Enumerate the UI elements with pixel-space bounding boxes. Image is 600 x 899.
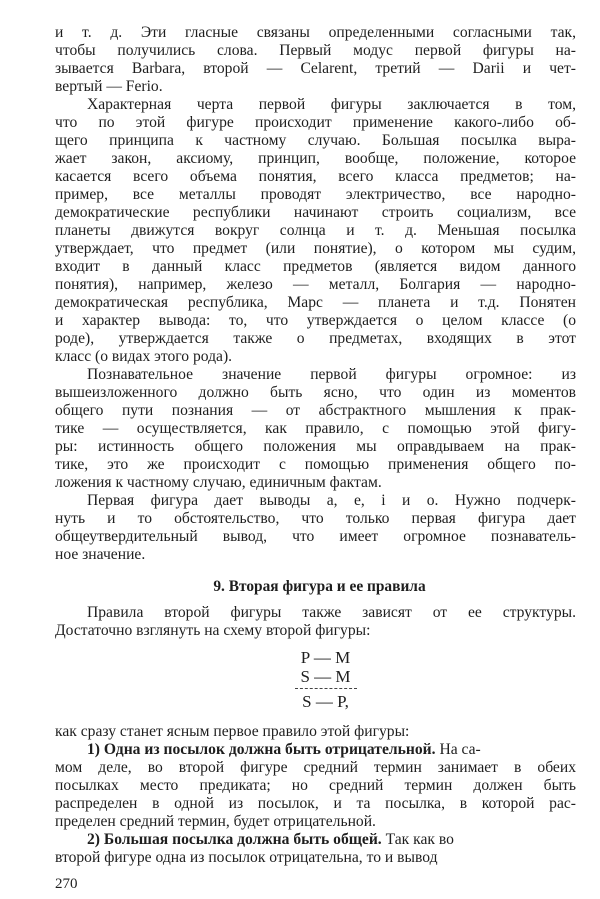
text-line: вышеизложенного должно быть ясно, что один из моментов (55, 384, 576, 401)
text-line: жает закон, аксиому, принцип, вообще, положение, которое (55, 150, 576, 167)
text-line: пределен средний термин, будет отрицательной. (55, 813, 376, 830)
paragraph (55, 366, 576, 492)
text-line: как сразу станет ясным первое правило этой фигуры: (55, 723, 410, 740)
text-line: тике — осуществляется, как правило, с помощью этой фигу- (55, 420, 576, 437)
rule-continuation: На са- (435, 741, 481, 758)
formula-conclusion: S — P, (302, 692, 349, 711)
paragraph (55, 741, 576, 831)
text-line: Первая фигура дает выводы а, е, i и о. Нужно подчерк- (87, 492, 576, 509)
text-line: чтобы получились слова. Первый модус первой фигуры на- (55, 42, 576, 59)
text-line: ное значение. (55, 546, 146, 563)
text-line: что по этой фигуре происходит применение какого-либо об- (55, 114, 576, 131)
section-heading: 9. Вторая фигура и ее правила (213, 578, 426, 595)
text-line (55, 741, 576, 759)
text-line: тике, это же происходит с помощью применения общего по- (55, 456, 576, 473)
paragraph (55, 604, 576, 640)
text-line: посылках место предиката; но средний термин должен быть (55, 777, 576, 794)
text-line: второй фигуре одна из посылок отрицательна, то и вывод (55, 849, 438, 866)
paragraph (55, 831, 576, 867)
text-line: общего пути познания — от абстрактного мышления к прак- (55, 402, 576, 419)
text-line: ложения к частному случаю, единичным фактам. (55, 474, 382, 491)
text-line: щего принципа к частному случаю. Большая посылка выра- (55, 132, 576, 149)
text-line: вертый — Ferio. (55, 78, 163, 95)
text-line: общеутвердительный вывод, что имеет огромное познаватель- (55, 528, 576, 545)
text-line: Характерная черта первой фигуры заключается в том, (87, 96, 576, 113)
text-line: Познавательное значение первой фигуры огромное: из (87, 366, 576, 383)
text-line: демократические республики начинают строить социализм, все (55, 204, 576, 221)
text-line: пример, все металлы проводят электричество, все народно- (55, 186, 576, 203)
text-line: понятия), например, железо — металл, Болгария — народно- (55, 276, 576, 293)
text-line: Достаточно взглянуть на схему второй фигуры: (55, 622, 371, 639)
paragraph (55, 96, 576, 366)
text-line: входит в данный класс предметов (является видом данного (55, 258, 576, 275)
text-line: нуть и то обстоятельство, что только первая фигура дает (55, 510, 576, 527)
text-line (55, 831, 576, 849)
rule-statement: 1) Одна из посылок должна быть отрицательной. (87, 741, 436, 758)
page-number: 270 (55, 876, 78, 892)
text-line: распределен в одной из посылок, и та посылка, в которой рас- (55, 795, 576, 812)
syllogism-formula (55, 648, 576, 711)
text-line: демократическая республика, Марс — планета и т.д. Понятен (55, 294, 576, 311)
text-line: класс (о видах этого рода). (55, 348, 233, 365)
rule-statement: 2) Большая посылка должна быть общей. (87, 831, 382, 848)
formula-divider (295, 688, 357, 689)
text-line: и т. д. Эти гласные связаны определенными согласными так, (55, 24, 576, 41)
text-line: Правила второй фигуры также зависят от ее структуры. (87, 604, 576, 621)
text-line: роде), утверждается также о предметах, входящих в этот (55, 330, 576, 347)
paragraph (55, 492, 576, 564)
text-line: ры: истинность общего положения мы оправдываем на прак- (55, 438, 576, 455)
paragraph (55, 723, 576, 741)
formula-premise: S — M (300, 667, 351, 686)
text-line: мом деле, во второй фигуре средний термин занимает в обеих (55, 759, 576, 776)
text-line: планеты движутся вокруг солнца и т. д. Меньшая посылка (55, 222, 576, 239)
text-line: зывается Barbara, второй — Celarent, третий — Darii и чет- (55, 60, 576, 77)
paragraph (55, 24, 576, 96)
text-line: утверждает, что предмет (или понятие), о котором мы судим, (55, 240, 576, 257)
formula-premise: P — M (300, 648, 351, 667)
text-line: и характер вывода: то, что утверждается о целом классе (о (55, 312, 576, 329)
book-page-text (55, 24, 576, 893)
rule-continuation: Так как во (381, 831, 454, 848)
text-line: касается всего объема понятия, всего класса предметов; на- (55, 168, 576, 185)
